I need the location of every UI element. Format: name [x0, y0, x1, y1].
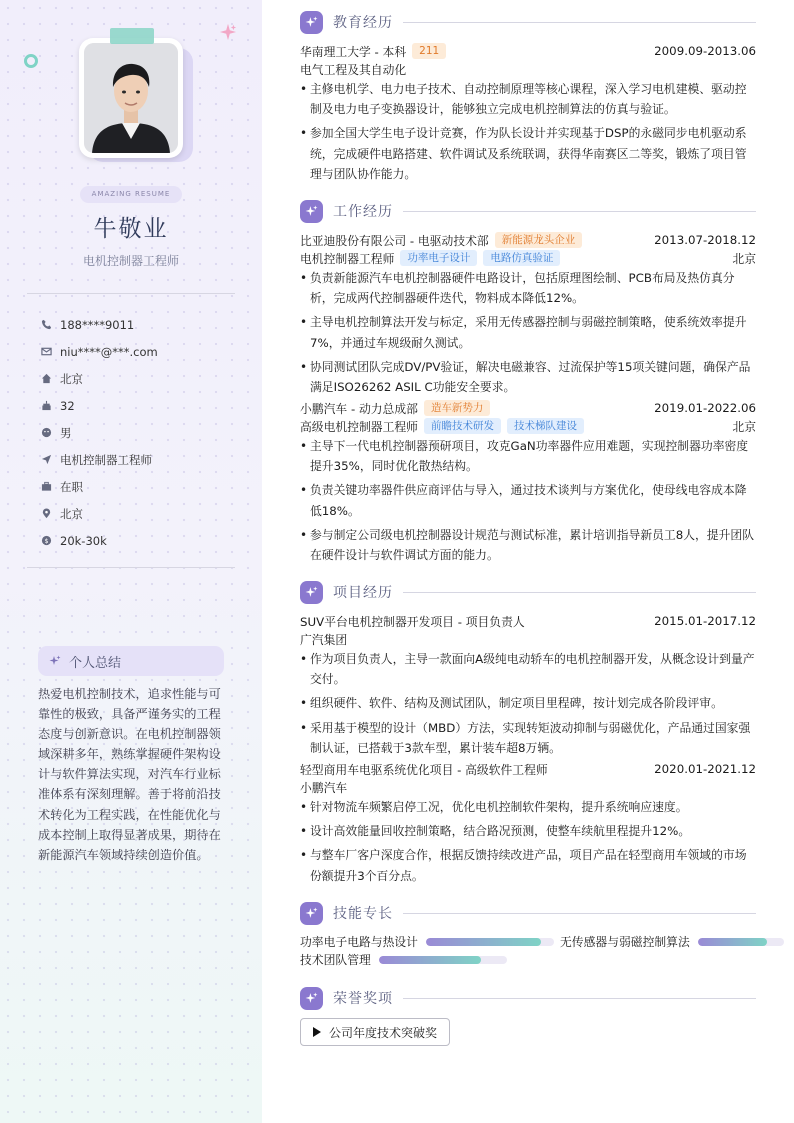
- list-item: • 设计高效能量回收控制策略，结合路况预测，使整车续航里程提升12%。: [300, 821, 756, 841]
- section-education-header: [300, 10, 756, 34]
- school-name: 华南理工大学 - 本科: [300, 44, 407, 59]
- list-item: • 负责关键功率器件供应商评估与导入，通过技术谈判与方案优化，使母线电容成本降低18%。: [300, 480, 756, 520]
- section-projects-header: [300, 580, 756, 604]
- sparkle-icon: [300, 987, 323, 1010]
- project-name: SUV平台电机控制器开发项目 - 项目负责人: [300, 614, 525, 629]
- work-location: 北京: [732, 251, 756, 266]
- project-date: 2020.01-2021.12: [654, 762, 756, 776]
- info-target-position: 电机控制器工程师: [40, 446, 240, 473]
- skill-item: [560, 933, 784, 950]
- skill-level-bar: [698, 938, 784, 946]
- list-item: • 作为项目负责人，主导一款面向A级纯电动轿车的电机控制器开发，从概念设计到量产交付。: [300, 649, 756, 689]
- list-item: • 与整车厂客户深度合作，根据反馈持续改进产品，项目产品在轻型商用车领域的市场份额提升3个百分点。: [300, 845, 756, 885]
- divider: [27, 567, 235, 568]
- list-item: • 主修电机学、电力电子技术、自动控制原理等核心课程，深入学习电机建模、驱动控制及电力电子变换器设计，能够独立完成电机控制算法的仿真与验证。: [300, 79, 756, 119]
- school-tag: 211: [412, 43, 446, 59]
- skill-item: [300, 951, 507, 968]
- company-name: 小鹏汽车 - 动力总成部: [300, 401, 418, 416]
- info-salary: $ 20k-30k: [40, 527, 240, 554]
- sparkle-icon: [49, 655, 61, 667]
- position-name: 高级电机控制器工程师: [300, 419, 418, 434]
- summary-text: 热爱电机控制技术，追求性能与可靠性的极致，具备严谨务实的工程态度与创新意识。在电机控制器领域深耕多年，熟练掌握硬件架构设计与软件算法实现，对汽车行业标准体系有深刻理解。善于将前沿技术转化为工程实践，在性能优化与成本控制上取得显著成果，期待在新能源汽车领域持续创造价值。: [38, 687, 221, 862]
- play-triangle-icon: [313, 1027, 321, 1037]
- section-honors-header: [300, 986, 756, 1010]
- skill-level-bar: [426, 938, 554, 946]
- mail-icon: [40, 346, 52, 358]
- honor-name: 公司年度技术突破奖: [329, 1025, 438, 1040]
- project-org: 小鹏汽车: [300, 780, 348, 795]
- send-icon: [40, 454, 52, 466]
- sparkle-icon: [300, 902, 323, 925]
- section-title: 教育经历: [333, 15, 393, 31]
- section-title: 荣誉奖项: [333, 991, 393, 1007]
- profile-photo: [84, 43, 178, 153]
- list-item: • 参加全国大学生电子设计竞赛，作为队长设计并实现基于DSP的永磁同步电机驱动系统，完成硬件电路搭建、软件调试及系统联调，获得华南赛区二等奖，锻炼了项目管理与团队协作能力。: [300, 123, 756, 184]
- skill-name: 技术团队管理: [300, 953, 371, 967]
- skill-name: 功率电子电路与热设计: [300, 935, 418, 949]
- candidate-title: 电机控制器工程师: [82, 254, 179, 268]
- list-item: • 负责新能源汽车电机控制器硬件电路设计，包括原理图绘制、PCB布局及热仿真分析，完成两代控制器硬件迭代，物料成本降低12%。: [300, 268, 756, 308]
- location-pin-icon: [40, 508, 52, 520]
- sparkle-icon: [300, 11, 323, 34]
- salary-icon: [40, 535, 52, 547]
- phone-icon: [40, 319, 52, 331]
- list-item: • 主导电机控制算法开发与标定，采用无传感器控制与弱磁控制策略，使系统效率提升7%，并通过车规级耐久测试。: [300, 312, 756, 352]
- decorative-ring-icon: [24, 54, 38, 68]
- work-date: 2013.07-2018.12: [654, 233, 756, 247]
- cake-icon: [40, 400, 52, 412]
- honor-item: [300, 1018, 450, 1046]
- education-entry: [300, 42, 756, 188]
- home-icon: [40, 373, 52, 385]
- list-item: • 采用基于模型的设计（MBD）方法，实现转矩波动抑制与弱磁优化，产品通过国家强制认证，已搭载于3款车型，累计装车超8万辆。: [300, 718, 756, 758]
- project-entry: [300, 612, 756, 762]
- position-tag: 电路仿真验证: [483, 250, 560, 266]
- work-bullets: [300, 268, 756, 397]
- education-bullets: [300, 79, 756, 184]
- section-title: 技能专长: [333, 906, 393, 922]
- photo-tape: [110, 28, 154, 44]
- skill-level-bar: [379, 956, 507, 964]
- sparkle-icon: [219, 23, 237, 41]
- project-bullets: [300, 797, 756, 886]
- education-date: 2009.09-2013.06: [654, 44, 756, 58]
- project-bullets: [300, 649, 756, 758]
- position-tag: 功率电子设计: [400, 250, 477, 266]
- summary-header: [38, 646, 224, 676]
- project-date: 2015.01-2017.12: [654, 614, 756, 628]
- info-target-city: 北京: [40, 500, 240, 527]
- divider: [27, 293, 235, 294]
- candidate-name: 牛敬业: [93, 216, 169, 242]
- position-tag: 前瞻技术研发: [424, 418, 501, 434]
- section-title: 工作经历: [333, 204, 393, 220]
- list-item: • 组织硬件、软件、结构及测试团队，制定项目里程碑，按计划完成各阶段评审。: [300, 693, 756, 713]
- info-age: 32: [40, 392, 240, 419]
- section-work-header: [300, 199, 756, 223]
- company-name: 比亚迪股份有限公司 - 电驱动技术部: [300, 233, 489, 248]
- profile-photo-frame: [79, 38, 189, 160]
- info-phone: 188****9011: [40, 311, 240, 338]
- resume-badge: AMAZING RESUME: [80, 186, 182, 203]
- list-item: • 参与制定公司级电机控制器设计规范与测试标准，累计培训指导新员工8人，提升团队在硬件设计与软件调试方面的能力。: [300, 525, 756, 565]
- position-name: 电机控制器工程师: [300, 251, 395, 266]
- svg-text:$: $: [43, 536, 49, 545]
- project-org: 广汽集团: [300, 632, 348, 647]
- gender-icon: [40, 427, 52, 439]
- list-item: • 协同测试团队完成DV/PV验证，解决电磁兼容、过流保护等15项关键问题，确保产品满足ISO26262 ASIL C功能安全要求。: [300, 357, 756, 397]
- skill-name: 无传感器与弱磁控制算法: [560, 935, 690, 949]
- section-title: 项目经历: [333, 585, 393, 601]
- list-item: • 主导下一代电机控制器预研项目，攻克GaN功率器件应用难题，实现控制器功率密度提升35%，同时优化散热结构。: [300, 436, 756, 476]
- list-item: • 针对物流车频繁启停工况，优化电机控制软件架构，提升系统响应速度。: [300, 797, 756, 817]
- contact-info-list: [40, 311, 240, 554]
- sparkle-icon: [300, 581, 323, 604]
- company-tag: 新能源龙头企业: [495, 232, 583, 248]
- summary-title: 个人总结: [69, 655, 122, 671]
- project-entry: [300, 760, 756, 890]
- info-status: 在职: [40, 473, 240, 500]
- project-name: 轻型商用车电驱系统优化项目 - 高级软件工程师: [300, 762, 548, 777]
- sidebar: [0, 0, 262, 1123]
- work-entry: [300, 399, 756, 569]
- info-city: 北京: [40, 365, 240, 392]
- info-gender: 男: [40, 419, 240, 446]
- company-tag: 造车新势力: [424, 400, 491, 416]
- work-location: 北京: [732, 419, 756, 434]
- skill-item: [300, 933, 554, 950]
- info-email: niu****@***.com: [40, 338, 240, 365]
- work-entry: [300, 231, 756, 401]
- briefcase-icon: [40, 481, 52, 493]
- work-bullets: [300, 436, 756, 565]
- position-tag: 技术梯队建设: [507, 418, 584, 434]
- work-date: 2019.01-2022.06: [654, 401, 756, 415]
- major: 电气工程及其自动化: [300, 62, 407, 77]
- sparkle-icon: [300, 200, 323, 223]
- section-skills-header: [300, 901, 756, 925]
